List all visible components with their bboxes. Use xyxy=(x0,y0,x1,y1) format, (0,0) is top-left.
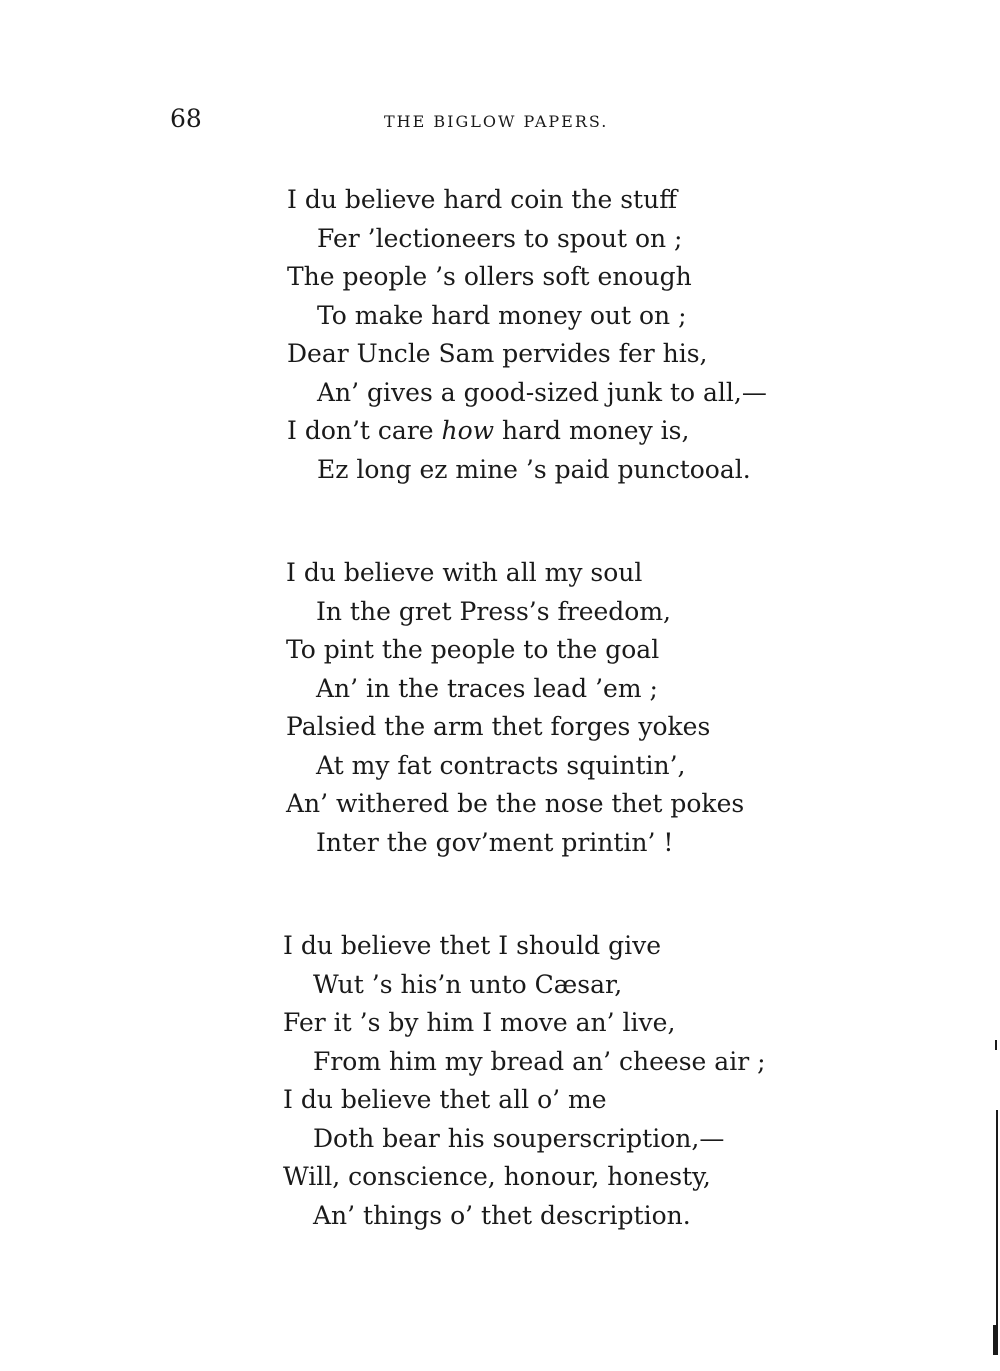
emphasized-word: how xyxy=(441,416,495,445)
verse-line: An’ things o’ thet description. xyxy=(313,1200,691,1230)
verse-line: Doth bear his souperscription,— xyxy=(313,1123,725,1153)
verse-line: Will, conscience, honour, honesty, xyxy=(283,1162,711,1191)
verse-line: In the gret Press’s freedom, xyxy=(316,596,672,626)
verse-line: At my fat contracts squintin’, xyxy=(316,750,686,780)
verse-line: Fer ’lectioneers to spout on ; xyxy=(317,223,683,253)
verse-line: The people ’s ollers soft enough xyxy=(287,262,692,291)
verse-line: An’ withered be the nose thet pokes xyxy=(286,789,745,818)
verse-line: Palsied the arm thet forges yokes xyxy=(286,712,711,741)
verse-line: From him my bread an’ cheese air ; xyxy=(313,1046,766,1076)
verse-line: I du believe with all my soul xyxy=(286,558,643,587)
verse-text: I don’t care xyxy=(287,416,442,445)
verse-line: Fer it ’s by him I move an’ live, xyxy=(283,1008,676,1037)
verse-line: I du believe hard coin the stuff xyxy=(287,185,677,214)
verse-line xyxy=(287,412,767,451)
scan-edge-mark xyxy=(995,1040,997,1050)
stanza-3 xyxy=(283,927,766,1235)
scan-edge-mark xyxy=(996,1110,998,1325)
verse-line: I du believe thet I should give xyxy=(283,931,662,960)
verse-line: I du believe thet all o’ me xyxy=(283,1085,607,1114)
verse-line: To pint the people to the goal xyxy=(286,635,660,664)
page-number: 68 xyxy=(170,104,202,133)
verse-text: hard money is, xyxy=(494,416,690,445)
stanza-2 xyxy=(286,554,744,862)
running-head: THE BIGLOW PAPERS. xyxy=(384,112,609,131)
verse-line: An’ in the traces lead ’em ; xyxy=(316,673,658,703)
verse-line: An’ gives a good-sized junk to all,— xyxy=(317,377,767,407)
verse-line: Wut ’s his’n unto Cæsar, xyxy=(313,969,623,999)
scan-edge-mark xyxy=(993,1325,998,1355)
verse-line: Ez long ez mine ’s paid punctooal. xyxy=(317,454,751,484)
verse-line: Dear Uncle Sam pervides fer his, xyxy=(287,339,708,368)
verse-line: To make hard money out on ; xyxy=(317,300,687,330)
stanza-1 xyxy=(287,181,767,489)
verse-line: Inter the gov’ment printin’ ! xyxy=(316,827,674,857)
